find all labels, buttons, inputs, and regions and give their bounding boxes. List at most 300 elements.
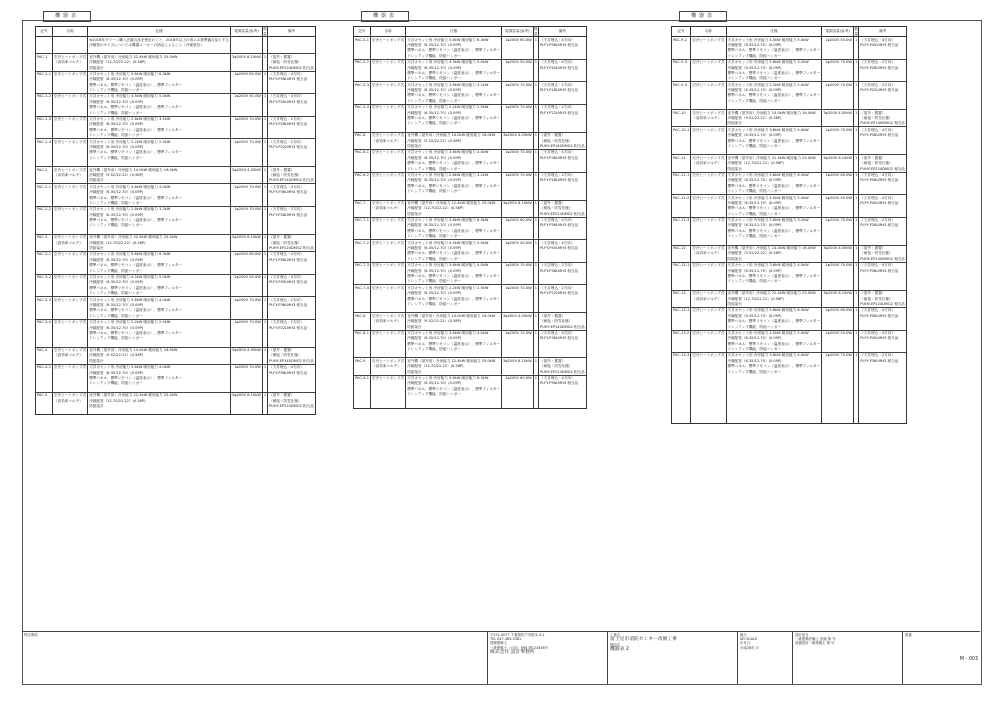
cell-spec: 天井カセット形 冷房能力 3.6kW 暖房能力 4.0kW: [406, 330, 502, 336]
cell-spec: 天井カセット形 冷房能力 3.6kW 暖房能力 4.0kW: [88, 364, 231, 370]
sheet-cell: [902, 632, 980, 684]
cell-spec: 室外機（屋外用）冷房能力 22.4kW 暖房能力 25.0kW: [88, 234, 231, 240]
cell-qty: 1: [854, 195, 858, 200]
cell-remarks: （耐塩・防雪仕様）: [539, 206, 587, 211]
cell-name: 空冷ヒートポンプ式: [54, 235, 87, 240]
cell-remarks: PLFY-P56LMH3 相当品: [539, 43, 587, 48]
cell-spec: 天井カセット形 冷房能力 4.5kW 暖房能力 5.0kW: [406, 240, 502, 246]
header-code: 記号: [36, 27, 53, 37]
cell-name: （高効率マルチ）: [371, 206, 406, 211]
scale-cell: [737, 632, 792, 684]
table-row: [354, 330, 587, 336]
cell-spec: 標準パネル、標準リモコン（温度表示）、標準フィルター: [407, 70, 500, 75]
cell-qty: 1: [854, 172, 858, 177]
cell-spec: 標準パネル、標準リモコン（温度表示）、標準フィルター: [727, 93, 821, 98]
cell-spec: 冷媒配管（6.35/12.70）(0.09P): [406, 178, 502, 183]
cell-spec: 天井カセット形 冷房能力 5.6kW 暖房能力 6.3kW: [726, 172, 822, 178]
cell-spec: 冷媒配管（6.35/12.70）(0.09P): [406, 246, 502, 251]
cell-remarks: （天井埋込・4方向）: [268, 274, 316, 280]
cell-remarks: （天井埋込・4方向）: [268, 252, 316, 258]
cell-name: （高効率マルチ）: [691, 116, 726, 121]
cell-remarks: PLFY-P45LMH3 相当品: [268, 280, 316, 285]
cell-spec: 標準パネル、標準リモコン（温度表示）、標準フィルター: [88, 285, 231, 290]
cell-qty: 1: [534, 150, 537, 155]
cell-spec: 防振架台: [726, 121, 822, 127]
cell-spec: 冷媒配管（6.35/12.70）(0.09P): [88, 99, 231, 104]
cell-name: （高効率マルチ）: [691, 251, 726, 256]
cell-spec: 標準パネル、標準リモコン（温度表示）、標準フィルター: [727, 70, 821, 75]
cell-spec: ドレンアップ機能、防振ハンガー: [726, 53, 822, 59]
cell-name: 空冷ヒートポンプ式: [372, 133, 405, 138]
cell-qty: 1: [534, 60, 537, 65]
cell-power: 1φ200V 60.0W: [231, 71, 263, 77]
cell-power: 3φ200V 4.05kW: [232, 167, 261, 172]
cell-name: （高効率マルチ）: [53, 173, 88, 178]
cell-spec: 冷媒配管（6.35/12.70）(0.09P): [88, 212, 231, 217]
cell-qty: 1: [263, 207, 267, 212]
cell-name: [691, 418, 726, 424]
cell-code: PAC-8: [354, 313, 371, 319]
cell-spec: 冷媒配管（12.70/22.22）(0.58P): [406, 206, 502, 211]
cell-spec: ドレンアップ機能、防振ハンガー: [88, 381, 231, 386]
cell-code: PAC-13-1: [673, 308, 690, 313]
cell-spec: 冷媒配管（12.70/22.22）(0.58P): [726, 296, 822, 301]
cell-qty: 1: [534, 37, 537, 42]
cell-name: 空冷ヒートポンプ式: [692, 155, 725, 160]
cell-remarks: （屋外・据置）: [539, 313, 587, 319]
cell-power: 1φ200V 70.0W: [231, 139, 263, 145]
designer-label: 設計担当: [795, 633, 809, 637]
cell-spec: 室外機（屋外用）冷房能力 14.0kW 暖房能力 16.0kW: [88, 167, 231, 173]
cell-qty: 1: [534, 263, 537, 268]
cell-remarks: （耐塩・防雪仕様）: [268, 173, 316, 178]
designer-1: 一級建築設備士 登録 第 号: [795, 637, 836, 642]
cell-remarks: （天井埋込・4方向）: [539, 217, 587, 223]
cell-spec: ドレンアップ機能、防振ハンガー: [726, 211, 822, 217]
designer-cell: [792, 632, 902, 684]
cell-name: 空冷ヒートポンプ式: [54, 139, 87, 144]
cell-remarks: （屋外・据置）: [859, 155, 907, 161]
cell-power: 1φ200V 70.0W: [231, 319, 263, 325]
header-name: 名称: [691, 27, 726, 37]
project-label: 工事名: [610, 633, 621, 637]
cell-spec: 天井カセット形 冷房能力 2.8kW 暖房能力 3.2kW: [406, 172, 502, 178]
cell-remarks: PLFY-P36LMH3 相当品: [539, 155, 587, 160]
cell-name: 空冷ヒートポンプ式: [372, 218, 405, 223]
cell-remarks: PUHY-EP140DMG2 相当品: [269, 178, 314, 183]
cell-remarks: PLFY-P36LMH3 相当品: [268, 303, 316, 308]
cell-remarks: （屋外・据置）: [859, 290, 907, 296]
cell-power: 1φ200V 70.0W: [501, 262, 533, 268]
cell-power: 1φ200V 70.0W: [822, 262, 854, 268]
notes-label: 特記事項: [24, 633, 38, 637]
cell-code: PAC-10-1: [673, 127, 690, 132]
cell-spec: 冷媒配管（12.70/22.22）(0.58P): [406, 364, 502, 369]
cell-name: 空冷ヒートポンプ式: [692, 195, 725, 200]
cell-remarks: （天井埋込・2方向）: [859, 59, 907, 65]
table-row: [354, 82, 587, 88]
cell-code: PAC-8-1: [355, 330, 370, 335]
cell-spec: 冷媒配管（9.52/22.22）(0.58P): [726, 116, 822, 121]
cell-remarks: PUHY-EP140DMG2 相当品: [540, 144, 585, 148]
cell-power: 1φ200V 70.0W: [501, 330, 533, 336]
cell-power: 1φ200V 70.0W: [822, 82, 854, 88]
cell-spec: 標準パネル、標準リモコン（温度表示）、標準フィルター: [88, 105, 231, 110]
cell-spec: 冷媒配管（6.35/12.70）(0.09P): [406, 110, 502, 115]
cell-remarks: PLFY-P36LMH3 相当品: [539, 336, 587, 341]
cell-spec: ※2016年グリーン購入法適合品を使用のこと、2016年以上の省エネ基準適合品とする: [89, 37, 230, 42]
cell-code: PAC-9-4: [672, 82, 691, 88]
cell-power: 1φ200V 70.0W: [231, 206, 263, 212]
cell-power: 1φ200V 70.0W: [231, 297, 263, 303]
cell-spec: ドレンアップ機能、防振ハンガー: [726, 98, 822, 103]
cell-power: 3φ200V 6.10kW: [232, 235, 261, 240]
cell-spec: 冷媒配管（6.35/12.70）(0.09P): [88, 280, 231, 285]
firm-name: 株式会社 設計事務所: [490, 649, 535, 655]
cell-spec: 天井カセット形 冷房能力 3.6kW 暖房能力 4.0kW: [88, 297, 231, 303]
cell-spec: 標準パネル、標準リモコン（温度表示）、標準フィルター: [407, 183, 500, 188]
cell-qty: 1: [854, 155, 858, 160]
cell-spec: ドレンアップ機能、防振ハンガー: [406, 189, 502, 194]
cell-name: [53, 409, 88, 415]
scale: NO SCALE: [740, 637, 758, 642]
cell-remarks: PUHY-EP140DMG2 相当品: [860, 121, 906, 126]
table-row: [354, 132, 587, 138]
cell-power: 1φ200V 70.0W: [231, 184, 263, 190]
cell-name: 空冷ヒートポンプ式: [692, 110, 725, 115]
cell-remarks: （屋外・据置）: [268, 347, 316, 353]
cell-spec: 冷媒配管（6.35/12.70）(0.09P): [726, 336, 822, 341]
cell-code: PAC-1: [36, 54, 53, 60]
equipment-table: [353, 26, 587, 409]
cell-spec: 天井カセット形 冷房能力 5.6kW 暖房能力 6.3kW: [406, 217, 502, 223]
sheet-label: 図番: [905, 633, 912, 637]
cell-spec: 標準パネル、標準リモコン（温度表示）、標準フィルター: [407, 161, 500, 166]
cell-name: 空冷ヒートポンプ式: [372, 60, 405, 65]
cell-spec: 標準パネル、標準リモコン（温度表示）、標準フィルター: [88, 263, 231, 268]
cell-code: PAC-11: [672, 155, 691, 161]
cell-spec: 冷媒配管（9.52/22.22）(0.58P): [88, 353, 231, 358]
cell-spec: 天井カセット形 冷房能力 5.6kW 暖房能力 6.3kW: [726, 307, 822, 313]
cell-qty: 1: [854, 263, 858, 268]
cell-qty: 1: [263, 297, 267, 302]
cell-qty: 1: [534, 105, 537, 110]
cell-spec: 標準パネル、標準リモコン（温度表示）、標準フィルター: [727, 364, 821, 369]
header-code: 記号: [354, 27, 371, 37]
cell-spec: 標準パネル、標準リモコン（温度表示）、標準フィルター: [727, 48, 821, 53]
cell-remarks: PLFY-P36LMH3 相当品: [859, 358, 907, 363]
cell-qty: 1: [263, 274, 267, 279]
cell-remarks: PLFY-P28LMH3 相当品: [539, 88, 587, 93]
cell-spec: 天井カセット形 冷房能力 4.5kW 暖房能力 5.0kW: [88, 94, 231, 100]
cell-spec: 室外機（屋外用）冷房能力 14.0kW 暖房能力 16.0kW: [406, 132, 502, 138]
equipment-table: [35, 26, 316, 415]
cell-power: 3φ200V 4.05kW: [502, 133, 532, 138]
cell-spec: 冷媒配管（12.70/22.22）(0.58P): [88, 60, 231, 65]
cell-spec: 天井カセット形 冷房能力 4.5kW 暖房能力 5.0kW: [726, 330, 822, 336]
cell-power: 1φ200V 70.0W: [231, 364, 263, 370]
cell-spec: 冷媒配管（9.52/22.22）(0.58P): [726, 251, 822, 256]
cell-spec: 防振架台: [406, 369, 502, 375]
cell-code: PAC-12: [672, 245, 691, 251]
cell-remarks: （耐塩・防雪仕様）: [859, 296, 907, 301]
cell-spec: 冷媒配管（9.52/22.22）(0.58P): [406, 138, 502, 143]
cell-remarks: （天井埋込・4方向）: [539, 375, 587, 381]
cell-spec: 天井カセット形 冷房能力 3.6kW 暖房能力 4.0kW: [406, 262, 502, 268]
cell-spec: ドレンアップ機能、防振ハンガー: [88, 88, 231, 94]
cell-spec: 天井カセット形 冷房能力 5.6kW 暖房能力 6.3kW: [88, 71, 231, 77]
cell-remarks: PLFY-P28LMH3 相当品: [859, 223, 907, 228]
cell-code: PAC-5-1: [355, 37, 370, 42]
cell-qty: 1: [854, 110, 858, 115]
cell-name: 空冷ヒートポンプ式: [372, 358, 405, 363]
cell-qty: 1: [534, 200, 537, 205]
cell-power: 1φ200V 50.0W: [822, 195, 854, 201]
cell-remarks: PLFY-P22LMH3 相当品: [539, 291, 587, 296]
cell-spec: 冷媒配管（6.35/12.70）(0.09P): [726, 133, 822, 138]
cell-name: 空冷ヒートポンプ式: [54, 167, 87, 172]
cell-power: 3φ200V 4.05kW: [232, 348, 261, 353]
cell-remarks: PLFY-P45LMH3 相当品: [859, 201, 907, 206]
cell-spec: 冷媒配管（6.35/12.70）(0.09P): [88, 303, 231, 308]
cell-code: PAC-4-1: [37, 365, 52, 370]
cell-spec: ドレンアップ機能、防振ハンガー: [88, 201, 231, 207]
cell-code: PAC-5-2: [355, 60, 370, 65]
panel-title: 機器表: [361, 11, 409, 22]
cell-code: PAC-1-2: [37, 94, 52, 99]
cell-spec: ドレンアップ機能、防振ハンガー: [406, 121, 502, 126]
cell-power: 1φ200V 70.0W: [822, 127, 854, 133]
cell-power: 3φ200V 4.05kW: [502, 313, 532, 318]
cell-remarks: PLFY-P56LMH3 相当品: [859, 178, 907, 183]
cell-spec: 冷媒管のサイズについては機器メーカーの指定によること（冷媒管径）: [88, 43, 231, 48]
cell-qty: 1: [854, 218, 858, 223]
table-row: [354, 150, 587, 156]
cell-spec: 冷媒配管（12.70/22.22）(0.58P): [88, 240, 231, 245]
cell-name: 空冷ヒートポンプ式: [692, 291, 725, 296]
cell-remarks: （屋外・据置）: [268, 167, 316, 173]
cell-spec: 冷媒配管（6.35/12.70）(0.09P): [88, 122, 231, 127]
cell-remarks: PLFY-P36LMH3 相当品: [859, 268, 907, 273]
header-power: 電源容量(参考): [501, 27, 533, 37]
cell-power: [822, 418, 854, 424]
cell-remarks: （天井埋込・2方向）: [539, 82, 587, 88]
cell-remarks: PLFY-P45LMH3 相当品: [268, 99, 316, 104]
cell-qty: 1: [263, 184, 267, 189]
cell-code: PAC-9-3: [672, 59, 691, 65]
cell-spec: 冷媒配管（6.35/12.70）(0.09P): [726, 178, 822, 183]
cell-spec: ドレンアップ機能、防振ハンガー: [406, 347, 502, 352]
project-cell: [607, 632, 737, 684]
cell-spec: 標準パネル、標準リモコン（温度表示）、標準フィルター: [88, 195, 231, 200]
cell-spec: 天井カセット形 冷房能力 2.2kW 暖房能力 2.5kW: [406, 285, 502, 291]
architect-label: 管理建築士: [490, 641, 507, 646]
header-code: 記号: [672, 27, 691, 37]
architect: 一級建築士（大臣）登録 第123456号: [490, 645, 549, 650]
cell-name: （高効率マルチ）: [53, 353, 88, 358]
cell-spec: 天井カセット形 冷房能力 5.6kW 暖房能力 6.3kW: [406, 375, 502, 381]
cell-name: （高効率マルチ）: [53, 398, 88, 403]
cell-spec: ドレンアップ機能、防振ハンガー: [88, 110, 231, 116]
cell-spec: ドレンアップ機能、防振ハンガー: [406, 234, 502, 240]
cell-spec: 天井カセット形 冷房能力 2.2kW 暖房能力 2.5kW: [88, 139, 231, 145]
cell-remarks: （耐塩・防雪仕様）: [859, 116, 907, 121]
cell-power: 1φ200V 50.0W: [501, 240, 533, 246]
cell-remarks: PLFY-P28LMH3 相当品: [859, 65, 907, 70]
cell-spec: [88, 409, 231, 415]
cell-spec: ドレンアップ機能、防振ハンガー: [726, 369, 822, 374]
cell-spec: 室外機（屋外用）冷房能力 14.0kW 暖房能力 16.0kW: [726, 245, 822, 251]
header-power: 電源容量(参考): [822, 27, 854, 37]
date-label: 年月日: [740, 641, 751, 646]
cell-spec: 冷媒配管（6.35/12.70）(0.09P): [88, 77, 231, 82]
cell-code: PAC-11-2: [673, 195, 690, 200]
cell-remarks: （天井埋込・2方向）: [539, 104, 587, 110]
cell-power: 3φ200V 6.10kW: [823, 291, 852, 296]
cell-remarks: （屋外・据置）: [268, 392, 316, 398]
cell-spec: 天井カセット形 冷房能力 3.6kW 暖房能力 4.0kW: [726, 127, 822, 133]
cell-remarks: PUHY-EP224DMG2 相当品: [269, 246, 314, 251]
header-power: 電源容量(参考): [231, 27, 263, 37]
cell-spec: 標準パネル、標準リモコン（温度表示）、標準フィルター: [407, 296, 500, 301]
cell-spec: 標準パネル、標準リモコン（温度表示）、標準フィルター: [88, 331, 231, 336]
cell-spec: 標準パネル、標準リモコン（温度表示）、標準フィルター: [727, 206, 821, 211]
cell-spec: 標準パネル、標準リモコン（温度表示）、標準フィルター: [407, 251, 500, 256]
cell-spec: 天井カセット形 冷房能力 2.2kW 暖房能力 2.5kW: [726, 82, 822, 88]
cell-name: 空冷ヒートポンプ式: [372, 200, 405, 205]
cell-name: （高効率マルチ）: [371, 364, 406, 369]
cell-remarks: PLFY-P22LMH3 相当品: [859, 88, 907, 93]
cell-remarks: （屋外・据置）: [859, 110, 907, 116]
cell-spec: 冷媒配管（6.35/12.70）(0.09P): [406, 336, 502, 341]
cell-spec: 室外機（屋外用）冷房能力 22.4kW 暖房能力 25.0kW: [88, 392, 231, 398]
cell-code: PAC-2: [36, 167, 53, 173]
cell-remarks: （天井埋込・4方向）: [539, 240, 587, 246]
cell-spec: ドレンアップ機能、防振ハンガー: [726, 324, 822, 330]
cell-name: 空冷ヒートポンプ式: [372, 150, 405, 155]
cell-spec: 室外機（屋外用）冷房能力 22.4kW 暖房能力 25.0kW: [88, 54, 231, 60]
cell-spec: 標準パネル、標準リモコン（温度表示）、標準フィルター: [407, 386, 500, 391]
cell-code: PAC-7-2: [355, 240, 370, 245]
cell-spec: 天井カセット形 冷房能力 5.6kW 暖房能力 6.3kW: [406, 37, 502, 43]
cell-power: 3φ200V 6.10kW: [823, 155, 852, 160]
cell-remarks: PLFY-P45LMH3 相当品: [859, 336, 907, 341]
cell-spec: ドレンアップ機能、防振ハンガー: [88, 223, 231, 228]
cell-spec: 天井カセット形 冷房能力 2.2kW 暖房能力 2.5kW: [88, 319, 231, 325]
cell-code: [672, 418, 691, 424]
cell-power: 3φ200V 6.10kW: [502, 200, 532, 205]
cell-qty: 1: [263, 54, 267, 59]
cell-name: 空冷ヒートポンプ式: [372, 82, 405, 87]
cell-name: 空冷ヒートポンプ式: [372, 240, 405, 245]
cell-spec: 防振架台: [88, 178, 231, 184]
cell-remarks: [539, 403, 587, 409]
cell-code: PAC-11-1: [673, 172, 690, 177]
cell-spec: 室外機（屋外用）冷房能力 14.0kW 暖房能力 16.0kW: [726, 110, 822, 116]
cell-name: 空冷ヒートポンプ式: [692, 60, 725, 65]
cell-power: 1φ200V 60.0W: [822, 307, 854, 313]
cell-remarks: PLFY-P45LMH3 相当品: [539, 246, 587, 251]
cell-name: 空冷ヒートポンプ式: [692, 172, 725, 177]
cell-spec: 天井カセット形 冷房能力 2.8kW 暖房能力 3.2kW: [406, 82, 502, 88]
cell-remarks: （天井埋込・4方向）: [539, 59, 587, 65]
cell-spec: ドレンアップ機能、防振ハンガー: [406, 98, 502, 104]
table-row: [672, 110, 907, 116]
cell-remarks: （耐塩・防雪仕様）: [268, 398, 316, 403]
cell-qty: 1: [263, 117, 267, 122]
cell-spec: ドレンアップ機能、防振ハンガー: [88, 291, 231, 297]
cell-power: 1φ200V 70.0W: [822, 59, 854, 65]
cell-remarks: （天井埋込・2方向）: [539, 172, 587, 178]
cell-power: 1φ200V 50.0W: [231, 274, 263, 280]
table-row: [354, 285, 587, 291]
table-row: [354, 313, 587, 319]
cell-name: 空冷ヒートポンプ式: [372, 263, 405, 268]
cell-spec: 室外機（屋外用）冷房能力 14.0kW 暖房能力 16.0kW: [88, 347, 231, 353]
cell-remarks: （天井埋込・2方向）: [859, 82, 907, 88]
cell-remarks: PUHY-EP140DMG2 相当品: [269, 358, 314, 363]
cell-qty: 1: [263, 252, 267, 257]
cell-code: PAC-9-2: [672, 37, 691, 43]
cell-spec: 冷媒配管（6.35/12.70）(0.09P): [406, 223, 502, 228]
cell-spec: 標準パネル、標準リモコン（温度表示）、標準フィルター: [727, 228, 821, 233]
cell-spec: 防振架台: [406, 144, 502, 150]
cell-name: 空冷ヒートポンプ式: [54, 297, 87, 302]
cell-remarks: [859, 418, 907, 424]
cell-spec: 標準パネル、標準リモコン（温度表示）、標準フィルター: [88, 127, 231, 132]
cell-spec: ドレンアップ機能、防振ハンガー: [406, 392, 502, 397]
cell-spec: 冷媒配管（6.35/12.70）(0.09P): [726, 65, 822, 70]
cell-spec: 冷媒配管（6.35/12.70）(0.09P): [88, 145, 231, 150]
cell-spec: 冷媒配管（6.35/12.70）(0.09P): [406, 268, 502, 273]
cell-qty: 1: [854, 37, 858, 42]
cell-power: 1φ200V 70.0W: [822, 353, 854, 359]
cell-spec: 冷媒配管（6.35/12.70）(0.09P): [406, 291, 502, 296]
cell-code: PAC-9-1: [355, 376, 370, 381]
cell-code: PAC-3-1: [37, 252, 52, 257]
cell-spec: 防振架台: [88, 404, 231, 409]
cell-name: [371, 403, 406, 409]
cell-spec: 冷媒配管（6.35/12.70）(0.09P): [406, 155, 502, 160]
cell-code: PAC-4: [36, 347, 53, 353]
cell-spec: 天井カセット形 冷房能力 4.5kW 暖房能力 5.0kW: [726, 195, 822, 201]
cell-remarks: PLFY-P36LMH3 相当品: [859, 133, 907, 138]
cell-code: PAC-6-1: [355, 150, 370, 155]
cell-power: [231, 409, 263, 415]
cell-name: 空冷ヒートポンプ式: [54, 71, 87, 76]
cell-spec: 冷媒配管（9.52/22.22）(0.58P): [406, 319, 502, 324]
cell-code: PAC-13-2: [673, 330, 690, 335]
cell-power: 1φ200V 70.0W: [501, 104, 533, 110]
cell-name: 空冷ヒートポンプ式: [692, 127, 725, 132]
cell-remarks: （天井埋込・4方向）: [859, 172, 907, 178]
table-row: [672, 353, 907, 359]
cell-power: 3φ200V 4.05kW: [823, 246, 852, 251]
cell-remarks: PLFY-P28LMH3 相当品: [268, 122, 316, 127]
cell-spec: 冷媒配管（6.35/12.70）(0.09P): [726, 43, 822, 48]
cell-remarks: PLFY-P56LMH3 相当品: [539, 381, 587, 386]
cell-spec: 冷媒配管（12.70/22.22）(0.58P): [88, 398, 231, 403]
cell-power: 1φ200V 50.0W: [231, 94, 263, 100]
cell-name: 空冷ヒートポンプ式: [692, 263, 725, 268]
cell-remarks: （耐塩・防雪仕様）: [268, 240, 316, 245]
cell-spec: 天井カセット形 冷房能力 3.6kW 暖房能力 4.0kW: [726, 353, 822, 359]
cell-name: 空冷ヒートポンプ式: [54, 365, 87, 370]
cell-name: 空冷ヒートポンプ式: [692, 308, 725, 313]
cell-name: （高効率マルチ）: [53, 240, 88, 245]
cell-remarks: PUHY-EP224DMG2 相当品: [269, 65, 314, 70]
cell-remarks: （天井埋込・4方向）: [859, 262, 907, 268]
